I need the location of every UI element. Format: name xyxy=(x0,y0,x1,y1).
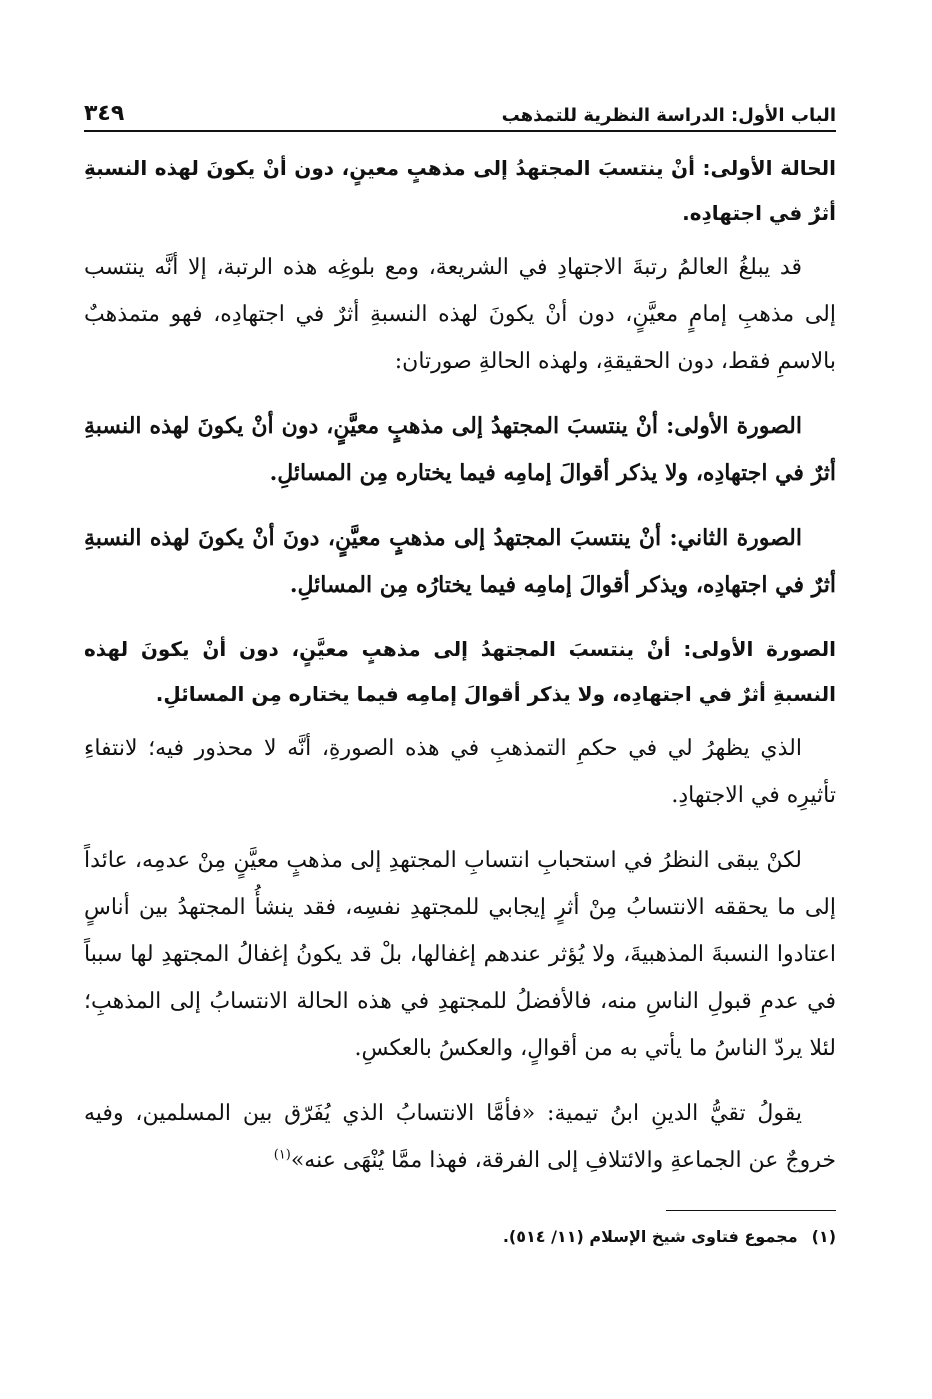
heading-form-one: الصورة الأولى: أنْ ينتسبَ المجتهدُ إلى مذهبٍ معيَّنٍ، دون أنْ يكونَ لهذه النسبةِ أثرٌ في اجتهادِه، ولا يذكر أقوالَ إمامِه فيما يختاره مِن المسائلِ. xyxy=(84,637,836,706)
footnote xyxy=(84,1223,836,1251)
document-page xyxy=(84,92,836,1251)
paragraph-consideration: لكنْ يبقى النظرُ في استحبابِ انتسابِ المجتهدِ إلى مذهبٍ معيَّنٍ مِنْ عدمِه، عائداً إلى ما يحققه الانتسابُ مِنْ أثرٍ إيجابي للمجتهدِ نفسِه، فقد ينشأُ المجتهدُ بين أناسٍ اعتادوا النسبةَ المذهبيةَ، ولا يُؤثر عندهم إغفالها، بلْ قد يكونُ إغفالُ المجتهدِ لها سبباً في عدمِ قبولِ الناسِ منه، فالأفضلُ للمجتهدِ في هذه الحالة الانتسابُ إلى المذهبِ؛ لئلا يردّ الناسُ ما يأتي به من أقوالٍ، والعكسُ بالعكسِ. xyxy=(84,848,836,1061)
paragraph-form-one: الصورة الأولى: أنْ ينتسبَ المجتهدُ إلى مذهبٍ معيَّنٍ، دون أنْ يكونَ لهذه النسبةِ أثرٌ في اجتهادِه، ولا يذكر أقوالَ إمامِه فيما يختاره مِن المسائلِ. xyxy=(84,413,836,486)
footnote-reference: (١) xyxy=(273,1147,291,1163)
heading-case-one: الحالة الأولى: أنْ ينتسبَ المجتهدُ إلى مذهبٍ معينٍ، دون أنْ يكونَ لهذه النسبةِ أثرٌ في اجتهادِه. xyxy=(84,156,836,225)
paragraph-intro: قد يبلغُ العالمُ رتبةَ الاجتهادِ في الشريعة، ومع بلوغِه هذه الرتبة، إلا أنَّه ينتسب إلى مذهبِ إمامٍ معيَّنٍ، دون أنْ يكونَ لهذه النسبةِ أثرٌ في اجتهادِه، فهو متمذهبٌ بالاسمِ فقط، دون الحقيقةِ، ولهذه الحالةِ صورتان: xyxy=(84,255,836,374)
quote-text: يقولُ تقيُّ الدينِ ابنُ تيمية: «فأمَّا الانتسابُ الذي يُفَرّق بين المسلمين، وفيه خروجٌ عن الجماعةِ والائتلافِ إلى الفرقة، فهذا ممَّا يُنْهَى عنه» xyxy=(84,1101,836,1173)
chapter-title: الباب الأول: الدراسة النظرية للتمذهب xyxy=(501,105,836,126)
footnote-divider xyxy=(666,1210,836,1211)
page-body xyxy=(84,146,836,1184)
page-number: ٣٤٩ xyxy=(84,101,125,126)
footnote-text: مجموع فتاوى شيخ الإسلام (١١/ ٥١٤). xyxy=(502,1227,798,1246)
paragraph-form-two: الصورة الثاني: أنْ ينتسبَ المجتهدُ إلى مذهبٍ معيَّنٍ، دونَ أنْ يكونَ لهذه النسبةِ أثرٌ في اجتهادِه، ويذكر أقوالَ إمامِه فيما يختارُه مِن المسائلِ. xyxy=(84,525,836,598)
paragraph-ruling: الذي يظهرُ لي في حكمِ التمذهبِ في هذه الصورةِ، أنَّه لا محذور فيه؛ لانتفاءِ تأثيرِه في الاجتهادِ. xyxy=(84,736,836,808)
footnote-marker: (١) xyxy=(811,1227,836,1246)
paragraph-quote xyxy=(84,1090,836,1184)
running-header xyxy=(84,92,836,132)
